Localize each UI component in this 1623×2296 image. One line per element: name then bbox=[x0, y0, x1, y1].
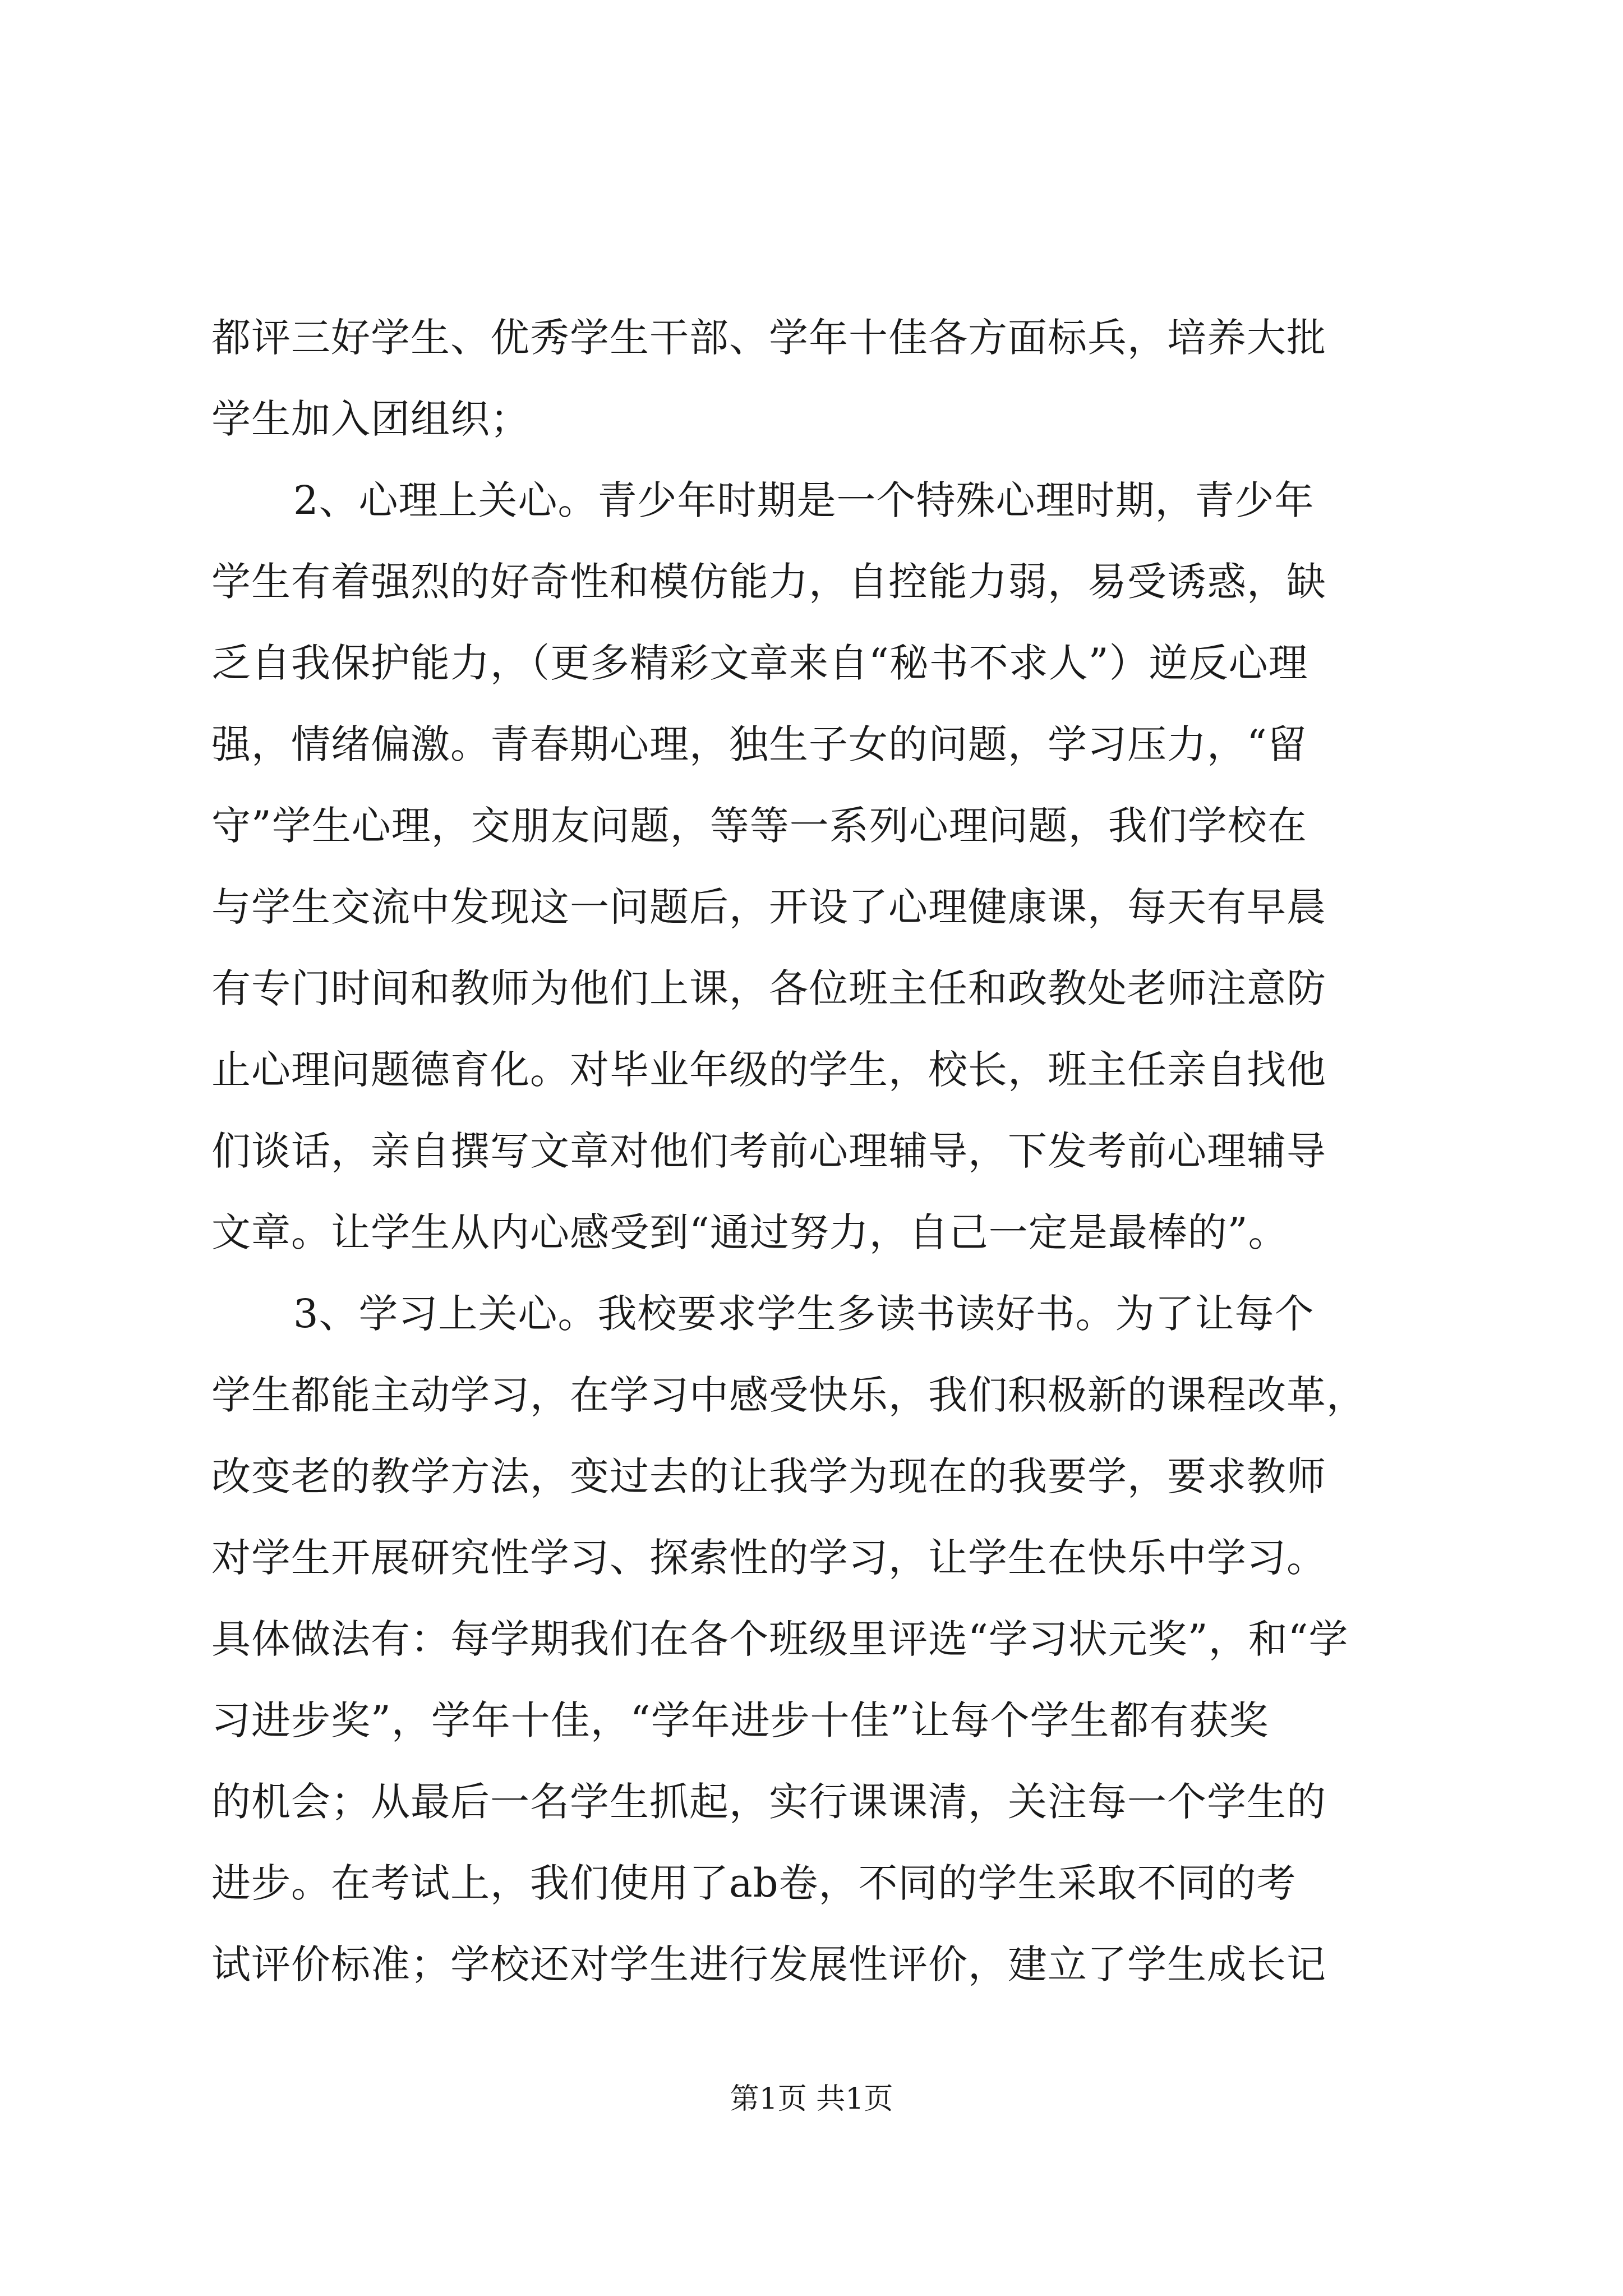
text-line: 习进步奖”，学年十佳，“学年进步十佳”让每个学生都有获奖 bbox=[211, 1697, 1269, 1743]
body-text bbox=[211, 297, 1414, 2005]
text-line: 止心理问题德育化。对毕业年级的学生，校长，班主任亲自找他 bbox=[211, 1047, 1326, 1093]
text-line: 对学生开展研究性学习、探索性的学习，让学生在快乐中学习。 bbox=[211, 1535, 1326, 1581]
text-line: 学生有着强烈的好奇性和模仿能力，自控能力弱，易受诱惑，缺 bbox=[211, 559, 1326, 605]
text-line: 有专门时间和教师为他们上课，各位班主任和政教处老师注意防 bbox=[211, 965, 1326, 1011]
text-line: 试评价标准；学校还对学生进行发展性评价，建立了学生成长记 bbox=[211, 1941, 1326, 1987]
text-line: 学生加入团组织； bbox=[211, 396, 530, 442]
text-line: 3、学习上关心。我校要求学生多读书读好书。为了让每个 bbox=[293, 1291, 1315, 1337]
text-line: 的机会；从最后一名学生抓起，实行课课清，关注每一个学生的 bbox=[211, 1779, 1326, 1825]
text-line: 学生都能主动学习，在学习中感受快乐，我们积极新的课程改革， bbox=[211, 1372, 1366, 1418]
text-line: 进步。在考试上，我们使用了ab卷，不同的学生采取不同的考 bbox=[211, 1860, 1297, 1906]
text-line: 们谈话，亲自撰写文章对他们考前心理辅导，下发考前心理辅导 bbox=[211, 1128, 1326, 1174]
text-line: 乏自我保护能力，（更多精彩文章来自“秘书不求人”）逆反心理 bbox=[211, 640, 1308, 686]
text-line: 具体做法有：每学期我们在各个班级里评选“学习状元奖”，和“学 bbox=[211, 1616, 1349, 1662]
text-line: 守”学生心理，交朋友问题，等等一系列心理问题，我们学校在 bbox=[211, 803, 1307, 849]
text-line: 改变老的教学方法，变过去的让我学为现在的我要学，要求教师 bbox=[211, 1453, 1326, 1499]
text-line: 文章。让学生从内心感受到“通过努力，自己一定是最棒的”。 bbox=[211, 1209, 1288, 1255]
text-line: 强，情绪偏激。青春期心理，独生子女的问题，学习压力，“留 bbox=[211, 721, 1307, 767]
page-footer: 第1页 共1页 bbox=[730, 2082, 893, 2116]
text-line: 都评三好学生、优秀学生干部、学年十佳各方面标兵，培养大批 bbox=[211, 315, 1326, 361]
text-line: 与学生交流中发现这一问题后，开设了心理健康课，每天有早晨 bbox=[211, 884, 1326, 930]
text-line: 2、心理上关心。青少年时期是一个特殊心理时期，青少年 bbox=[293, 477, 1315, 523]
